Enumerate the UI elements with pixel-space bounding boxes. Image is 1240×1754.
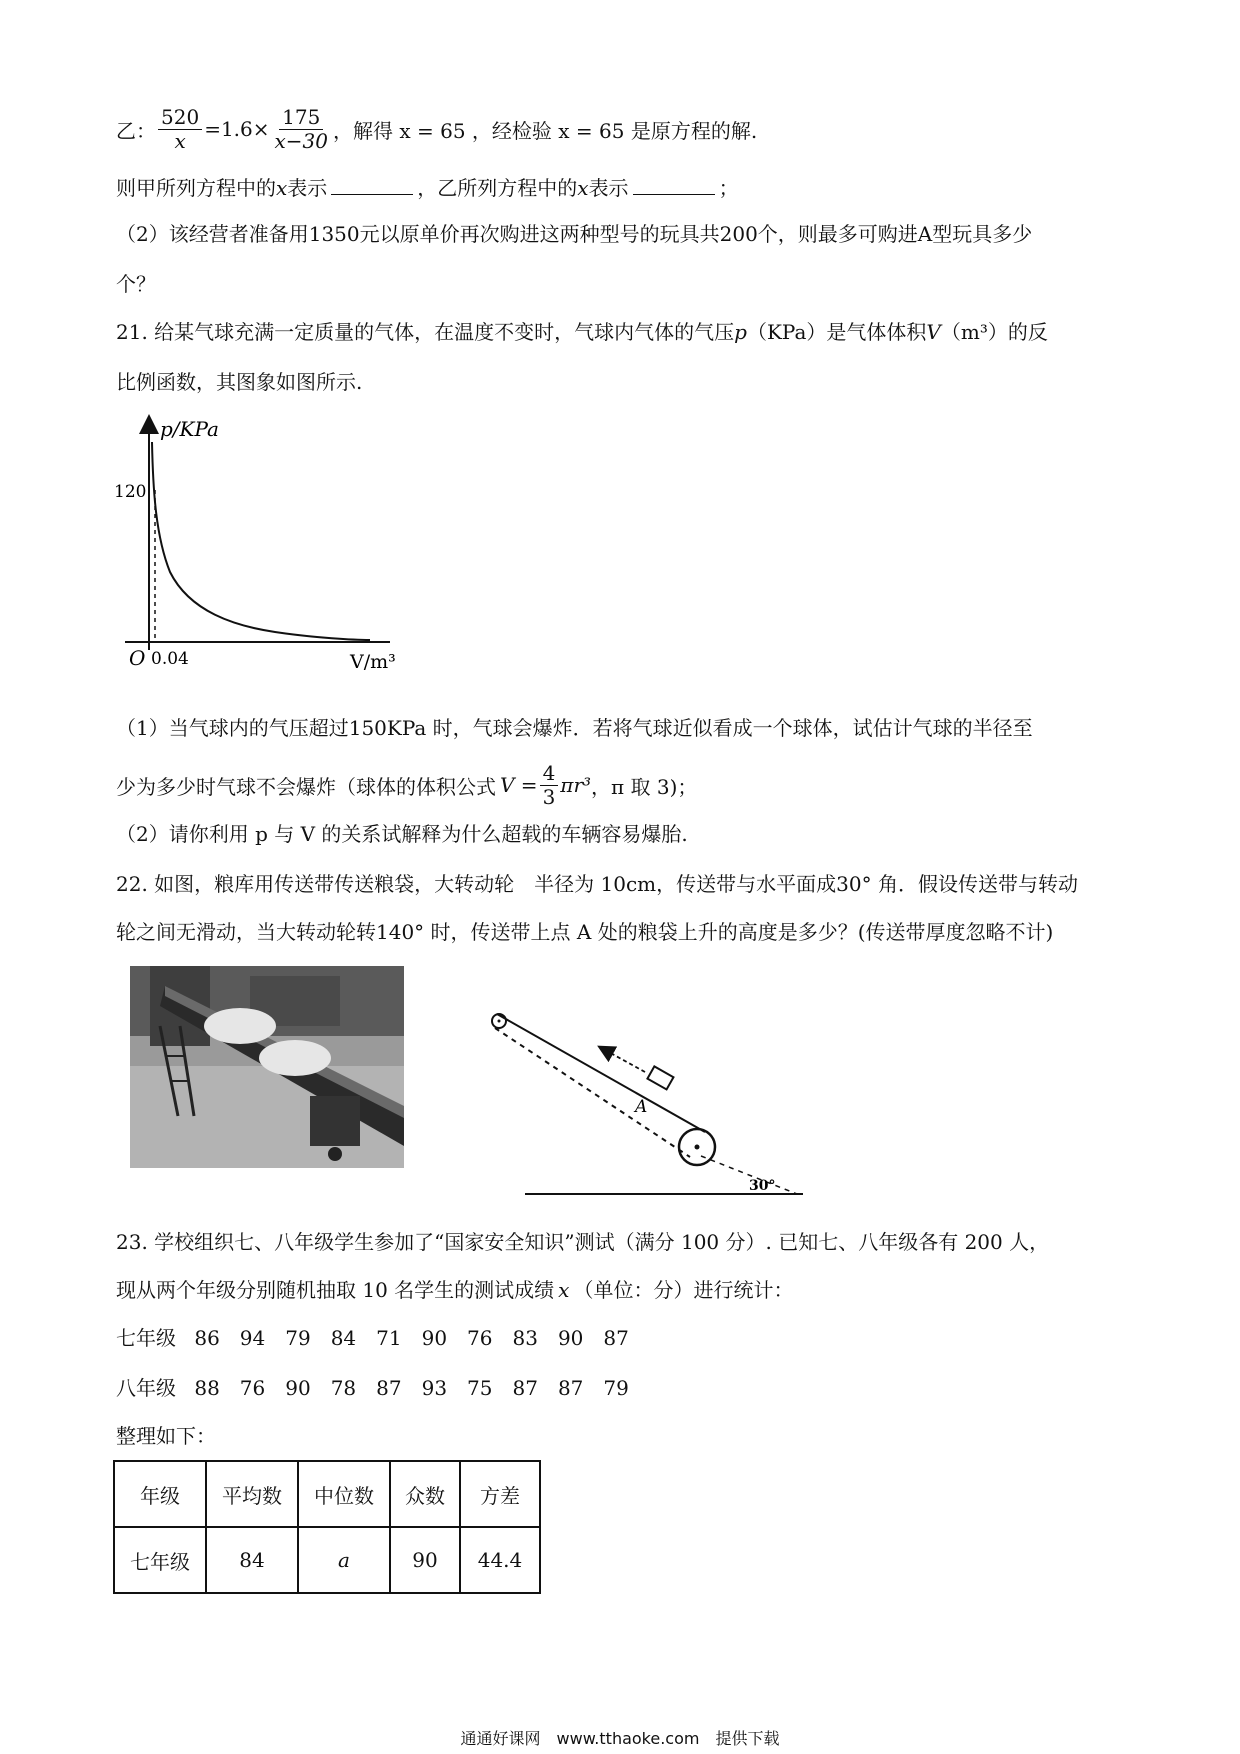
table-cell: a <box>298 1527 390 1593</box>
q21-formula-rhs: πr³ <box>560 773 592 797</box>
q23-grade7-line <box>116 1328 629 1348</box>
q23-grade8-label: 八年级 <box>116 1376 176 1400</box>
q20-blank-1 <box>331 176 413 195</box>
q20-ask-line <box>116 176 739 198</box>
q21-part1-line2-a: 少为多少时气球不会爆炸（球体的体积公式 <box>116 774 496 799</box>
q21-line1-a: 21. 给某气球充满一定质量的气体，在温度不变时，气球内气体的气压 <box>116 320 735 344</box>
q21-formula-lhs: V = <box>500 773 538 797</box>
table-cell: 七年级 <box>114 1527 206 1593</box>
q23-grade8-scores: 88 76 90 78 87 93 75 87 87 79 <box>194 1376 629 1400</box>
q23-grade8-line <box>116 1378 629 1398</box>
q20-equation-line <box>116 96 757 162</box>
table-header-row <box>114 1461 540 1527</box>
q23-summary: 整理如下： <box>116 1424 216 1448</box>
q22-line1: 22. 如图，粮库用传送带传送粮袋，大转动轮 半径为 10cm，传送带与水平面成30° 角．假设传送带与转动 <box>116 872 1078 896</box>
q22-angle-label: 30° <box>749 1178 776 1194</box>
q20-blank-2 <box>633 176 715 195</box>
table-header-cell: 平均数 <box>206 1461 298 1527</box>
page-footer: 通通好课网 www.tthaoke.com 提供下载 <box>460 1729 780 1748</box>
q21-line1-p: p <box>734 320 747 344</box>
q23-grade7-label: 七年级 <box>116 1326 176 1350</box>
q21-origin: O <box>129 646 146 670</box>
q20-ask-d: 表示 <box>588 176 629 200</box>
table-header-cell: 年级 <box>114 1461 206 1527</box>
q21-graph <box>105 412 405 682</box>
q20-frac1-numerator: 520 <box>158 106 202 130</box>
q23-line1: 23. 学校组织七、八年级学生参加了“国家安全知识”测试（满分 100 分）. 已知七、八年级各有 200 人， <box>116 1230 1050 1254</box>
q21-ytick-120: 120 <box>114 482 147 502</box>
q20-fraction-2 <box>272 106 332 153</box>
q21-formula-num: 4 <box>540 762 559 786</box>
q21-part1-line1: （1）当气球内的气压超过150KPa 时，气球会爆炸．若将气球近似看成一个球体，试估计气球的半径至 <box>116 716 1033 740</box>
table-header-cell: 方差 <box>460 1461 540 1527</box>
table-cell: 90 <box>390 1527 460 1593</box>
q23-line2-b: （单位：分）进行统计： <box>573 1278 794 1302</box>
q22-belt-top <box>497 1014 705 1132</box>
table-header-cell: 中位数 <box>298 1461 390 1527</box>
q21-ylabel: p/KPa <box>160 417 219 441</box>
q22-motion-arrow <box>605 1050 645 1072</box>
q21-line1-b: （KPa）是气体体积 <box>746 320 927 344</box>
q20-part2-line2: 个？ <box>116 272 156 296</box>
q20-fraction-1 <box>158 106 202 153</box>
q20-ask-b: 表示 <box>287 176 328 200</box>
q21-part1-line2-b: ，π 取 3)； <box>591 774 698 799</box>
q21-line2: 比例函数，其图象如图所示. <box>116 370 363 394</box>
table-header-cell: 众数 <box>390 1461 460 1527</box>
q21-hyperbola-curve <box>152 442 370 640</box>
q22-big-wheel-center <box>695 1145 700 1150</box>
q20-ask-x2: x <box>577 176 589 200</box>
table-cell: 84 <box>206 1527 298 1593</box>
q20-eq-mid: =1.6× <box>204 117 270 141</box>
q23-grade7-scores: 86 94 79 84 71 90 76 83 90 87 <box>194 1326 629 1350</box>
q20-frac2-numerator: 175 <box>279 106 323 130</box>
q21-formula-den: 3 <box>542 784 556 809</box>
q20-yi-suffix: ，解得 x = 65 ，经检验 x = 65 是原方程的解. <box>333 118 758 143</box>
table-cell: 44.4 <box>460 1527 540 1593</box>
q22-conveyor-photo <box>130 966 404 1168</box>
q23-stats-table <box>113 1460 541 1594</box>
q20-ask-e: ； <box>718 176 739 200</box>
q21-xlabel: V/m³ <box>350 651 396 673</box>
q21-line1-v: V <box>926 320 941 344</box>
q20-part2-line1: （2）该经营者准备用1350元以原单价再次购进这两种型号的玩具共200个，则最多可购进A型玩具多少 <box>116 222 1033 246</box>
q21-part1-line2 <box>116 752 697 818</box>
q21-line1-c: （m³）的反 <box>940 320 1048 344</box>
q22-belt-bottom <box>495 1028 690 1157</box>
q23-line2-x: x <box>558 1278 570 1302</box>
q21-part2: （2）请你利用 p 与 V 的关系试解释为什么超载的车辆容易爆胎. <box>116 822 688 846</box>
q22-conveyor-diagram <box>485 1002 805 1212</box>
q22-point-a-label: A <box>635 1097 648 1117</box>
q21-xtick-004: 0.04 <box>151 649 189 669</box>
q23-line2-a: 现从两个年级分别随机抽取 10 名学生的测试成绩 <box>116 1278 555 1302</box>
table-row <box>114 1527 540 1593</box>
q20-ask-x1: x <box>276 176 288 200</box>
q20-frac2-denominator: x−30 <box>274 128 329 153</box>
q21-line1 <box>116 322 1048 342</box>
q22-grain-bag <box>647 1066 673 1089</box>
q20-yi-prefix: 乙： <box>116 118 156 143</box>
q22-small-wheel-center <box>498 1020 501 1023</box>
q20-ask-a: 则甲所列方程中的 <box>116 176 276 200</box>
q21-formula-fraction <box>540 762 559 809</box>
q23-line2 <box>116 1280 793 1300</box>
q20-ask-c: ，乙所列方程中的 <box>417 176 578 200</box>
q20-frac1-denominator: x <box>174 128 186 153</box>
q22-line2: 轮之间无滑动，当大转动轮转140° 时，传送带上点 A 处的粮袋上升的高度是多少？(传送带厚度忽略不计) <box>116 920 1054 944</box>
